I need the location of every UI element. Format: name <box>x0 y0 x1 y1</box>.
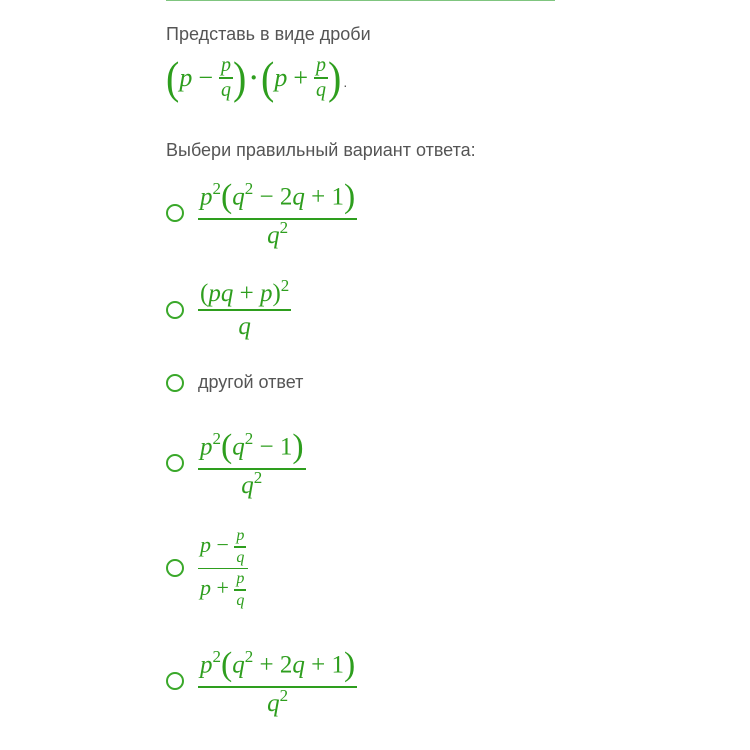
answer-option-6[interactable] <box>166 644 357 719</box>
radio-button-icon[interactable] <box>166 454 184 472</box>
right-paren-2: ) <box>328 51 342 104</box>
period: . <box>343 74 348 90</box>
answer-option-3[interactable] <box>166 372 303 393</box>
radio-button-icon[interactable] <box>166 672 184 690</box>
answer-option-5[interactable] <box>166 526 248 611</box>
radio-button-icon[interactable] <box>166 301 184 319</box>
radio-button-icon[interactable] <box>166 204 184 222</box>
answer-fraction: $\frac{p^2(q^2 + 2q + 1)}{q^2}$ <box>200 646 356 717</box>
term2: p <box>274 63 288 92</box>
question-title: Представь в виде дроби <box>166 24 371 44</box>
answer-fraction: $\frac{p^2(q^2 - 1)}{q^2}$ <box>200 428 304 499</box>
fraction-p-over-q-2: $\frac{p}{q}$ <box>316 54 326 101</box>
answer-fraction: p − $\frac{p}{q}$ p + $\frac{p}{q}$ <box>198 526 248 611</box>
term1: p <box>179 63 193 92</box>
multiply-dot: · <box>249 63 258 92</box>
answer-fraction: $\frac{p^2(q^2 - 2q + 1)}{q^2}$ <box>200 178 356 249</box>
plus-sign: + <box>293 63 308 92</box>
answer-option-2[interactable] <box>166 275 291 342</box>
answer-prompt: Выбери правильный вариант ответа: <box>166 140 476 160</box>
answer-option-4[interactable] <box>166 426 306 501</box>
answer-text: другой ответ <box>198 372 304 392</box>
right-paren: ) <box>233 51 247 104</box>
answer-option-1[interactable] <box>166 176 357 251</box>
radio-button-icon[interactable] <box>166 374 184 392</box>
left-paren: ( <box>166 51 180 104</box>
top-divider <box>166 0 555 1</box>
minus-sign: − <box>198 63 213 92</box>
question-expression <box>166 48 347 108</box>
radio-button-icon[interactable] <box>166 559 184 577</box>
fraction-p-over-q-1: $\frac{p}{q}$ <box>221 54 231 101</box>
left-paren-2: ( <box>261 51 275 104</box>
answer-fraction: $\frac{(pq + p)^2}{q}$ <box>200 275 290 340</box>
